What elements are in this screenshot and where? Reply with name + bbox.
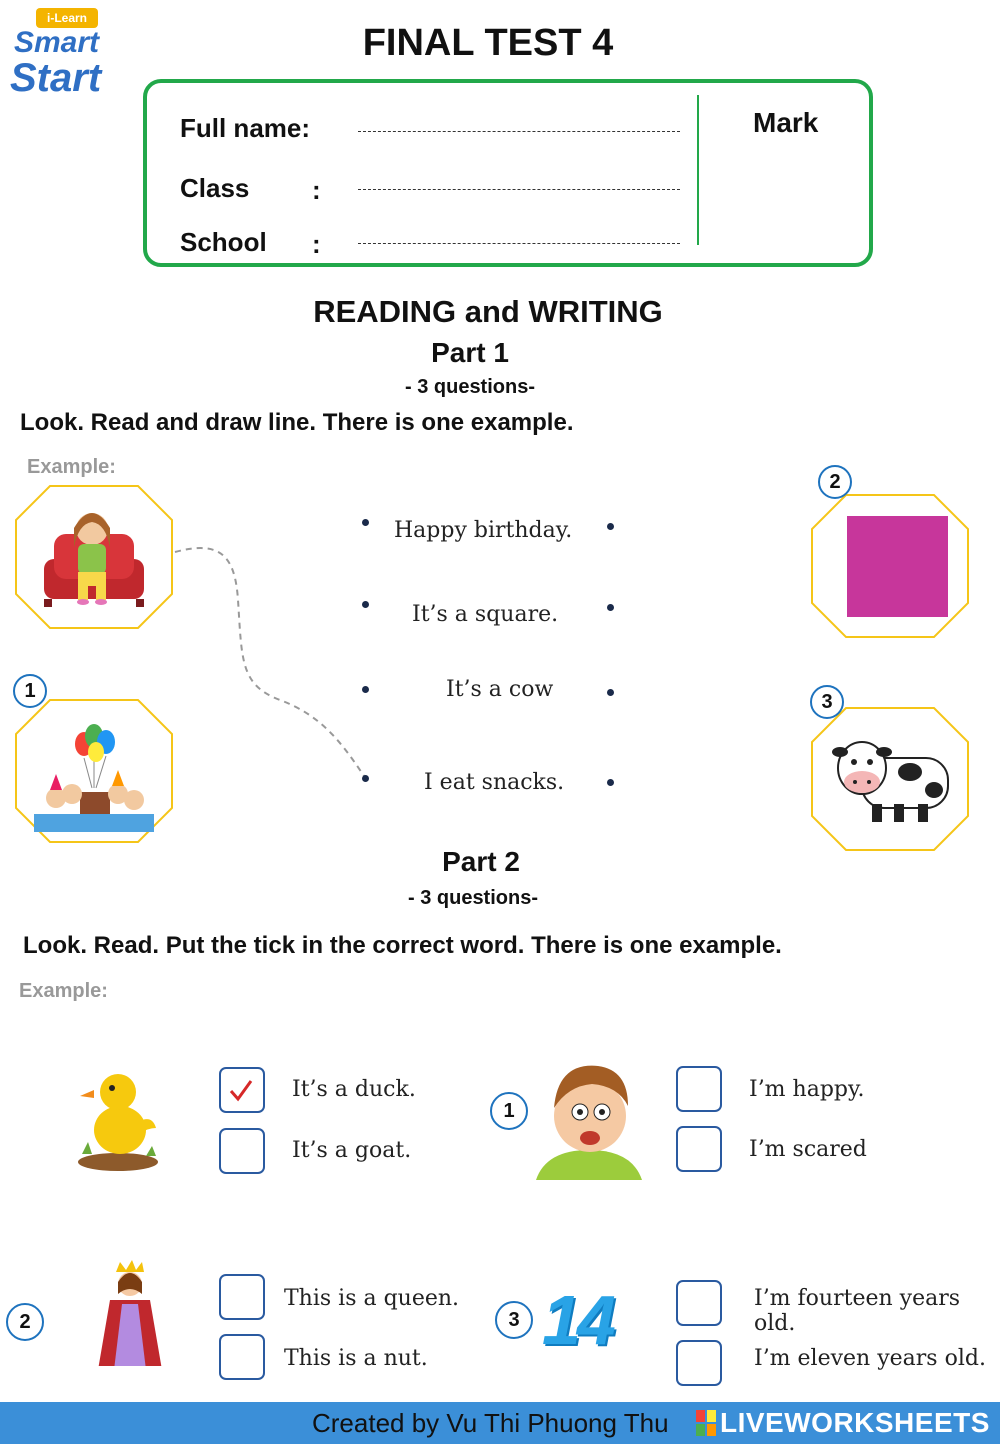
p2-q1-number-circle: 1 [490,1092,528,1130]
part2-example-label: Example: [19,980,108,1002]
dot-right-2[interactable] [607,604,614,611]
example-checkbox-goat[interactable] [219,1128,265,1174]
example-checkbox-duck[interactable] [219,1067,265,1113]
part1-example-label: Example: [27,456,116,478]
dot-left-3[interactable] [362,686,369,693]
dot-left-1[interactable] [362,519,369,526]
school-label: School [180,227,267,257]
logo-badge: i-Learn [36,8,98,28]
part1-count: - 3 questions- [404,376,535,398]
p2-q3-number-circle: 3 [495,1301,533,1339]
example-option-duck: It’s a duck. [292,1077,416,1102]
q1-octagon [14,698,174,844]
dot-left-2[interactable] [362,601,369,608]
example-connector-line [170,540,380,790]
tick-mark-icon [221,1069,263,1111]
sentence-2: It’s a square. [412,602,559,627]
q1-checkbox-happy[interactable] [676,1066,722,1112]
footer-brand[interactable]: LIVEWORKSHEETS [720,1407,990,1438]
dot-left-4[interactable] [362,775,369,782]
q1-number-circle: 1 [13,674,47,708]
class-label: Class [180,173,250,203]
part2-title: Part 2 [442,846,520,877]
scared-boy-image [528,1058,650,1180]
logo-line2: Start [10,56,102,100]
fullname-label: Full name: [180,113,311,143]
q3-octagon [810,706,970,852]
q3-option-eleven: I’m eleven years old. [754,1346,986,1371]
part2-instruction: Look. Read. Put the tick in the correct word. There is one example. [23,932,782,959]
q1-option-scared: I’m scared [749,1137,867,1162]
example-option-goat: It’s a goat. [292,1138,412,1163]
queen-image [88,1258,168,1378]
q3-option-fourteen: I’m fourteen years old. [754,1286,961,1336]
footer-bar [0,1402,1000,1444]
p2-q2-number-circle: 2 [6,1303,44,1341]
dot-right-1[interactable] [607,523,614,530]
class-line[interactable] [358,189,680,190]
fullname-line[interactable] [358,131,680,132]
liveworksheets-logo-icon [696,1410,716,1436]
q3-checkbox-eleven[interactable] [676,1340,722,1386]
school-colon: : [312,229,321,259]
sentence-1: Happy birthday. [394,518,573,543]
q2-number-circle: 2 [818,465,852,499]
mark-divider [697,95,699,245]
class-colon: : [312,175,321,205]
part2-count: - 3 questions- [407,887,538,909]
q2-checkbox-queen[interactable] [219,1274,265,1320]
example-octagon [14,484,174,630]
section-title: READING and WRITING [313,294,663,329]
q3-checkbox-fourteen[interactable] [676,1280,722,1326]
student-info-box [143,79,873,267]
q2-octagon [810,493,970,639]
q2-option-queen: This is a queen. [284,1286,460,1311]
dot-right-4[interactable] [607,779,614,786]
dot-right-3[interactable] [607,689,614,696]
part1-title: Part 1 [431,337,509,368]
q1-option-happy: I’m happy. [749,1077,865,1102]
duck-image [72,1064,164,1174]
q3-number-circle: 3 [810,685,844,719]
part1-instruction: Look. Read and draw line. There is one example. [20,409,574,436]
sentence-4: I eat snacks. [424,770,565,795]
page-title: FINAL TEST 4 [362,22,614,64]
q2-checkbox-nut[interactable] [219,1334,265,1380]
magenta-square-image [847,516,948,617]
school-line[interactable] [358,243,680,244]
q2-option-nut: This is a nut. [284,1346,428,1371]
footer-credit: Created by Vu Thi Phuong Thu [312,1408,669,1438]
mark-label: Mark [753,107,819,138]
number-fourteen-image: 14 [542,1281,612,1359]
sentence-3: It’s a cow [446,677,554,702]
logo-line1: Smart [14,26,100,59]
q1-checkbox-scared[interactable] [676,1126,722,1172]
